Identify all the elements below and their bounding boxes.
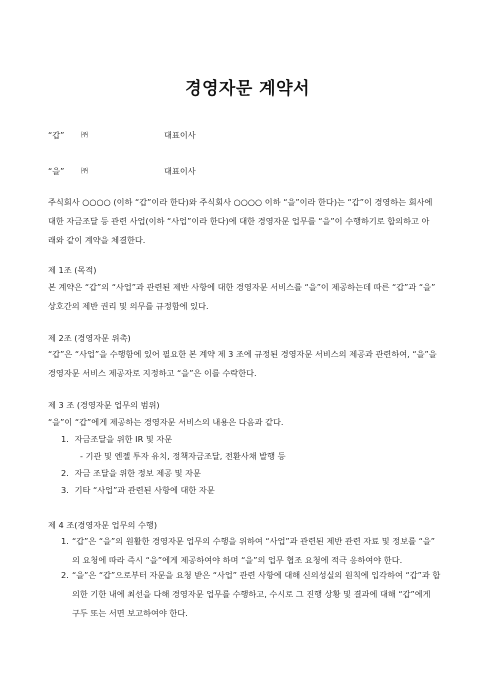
text-line: 본 계약은 “갑”의 “사업”과 관련된 제반 사항에 대한 경영자문 서비스를 “을”이 제공하는데 따른 “갑”과 “을” bbox=[48, 282, 436, 292]
text-line: 래와 같이 계약을 체결한다. bbox=[48, 235, 146, 245]
list-text: 자금 조달을 위한 정보 제공 및 자문 bbox=[74, 468, 201, 478]
article-2-heading: 제 2조 (경영자문 위촉) bbox=[48, 333, 131, 343]
text-line: “을”은 “갑”으로부터 자문을 요청 받은 “사업” 관련 사항에 대해 신의성실의 원칙에 입각하여 “갑”과 합 bbox=[72, 570, 441, 580]
article-3-lead: “을”이 “갑”에게 제공하는 경영자문 서비스의 내용은 다음과 같다. bbox=[48, 417, 284, 427]
text-line: 주식회사 ○○○○ (이하 “갑”이라 한다)와 주식회사 ○○○○ 이하 “을”이라 한다)는 “갑”이 경영하는 회사에 bbox=[48, 197, 433, 207]
article-3-heading: 제 3 조 (경영자문 업무의 범위) bbox=[48, 400, 160, 410]
list-number: 3. bbox=[61, 485, 69, 495]
list-number: 1. bbox=[61, 434, 69, 444]
text-line: 경영자문 서비스 제공자로 지정하고 “을”은 이를 수락한다. bbox=[48, 368, 257, 378]
text-line: 의 요청에 따라 즉시 “을”에게 제공하여야 하며 “을”의 업무 협조 요청에 적극 응하여야 한다. bbox=[72, 555, 403, 565]
article-1-body bbox=[48, 278, 453, 316]
list-number: 2. bbox=[61, 468, 69, 478]
text-line: 의한 기한 내에 최선을 다해 경영자문 업무를 수행하고, 수시로 그 진행 상황 및 결과에 대해 “갑”에게 bbox=[72, 589, 431, 599]
corporation-mark: ㈜ bbox=[81, 131, 88, 139]
list-text: 기타 “사업”과 관련된 사항에 대한 자문 bbox=[74, 485, 215, 495]
text-line: 상호간의 제반 권리 및 의무를 규정함에 있다. bbox=[48, 301, 209, 311]
party-label: “갑” bbox=[48, 130, 65, 140]
document-title: 경영자문 계약서 bbox=[185, 79, 310, 99]
text-line: “갑”은 “사업”을 수행함에 있어 필요한 본 계약 제 3 조에 규정된 경영자문 서비스의 제공과 관련하여, “을”을 bbox=[48, 349, 437, 359]
list-item bbox=[72, 532, 472, 570]
party-label: “을” bbox=[48, 166, 65, 176]
article-4-heading: 제 4 조(경영자문 업무의 수행) bbox=[48, 520, 158, 530]
list-item bbox=[61, 481, 215, 500]
article-2-body bbox=[48, 345, 453, 383]
text-line: 구두 또는 서면 보고하여야 한다. bbox=[72, 608, 188, 618]
list-item bbox=[72, 566, 472, 623]
representative-label: 대표이사 bbox=[164, 130, 196, 140]
representative-label: 대표이사 bbox=[164, 166, 196, 176]
text-line: “갑”은 “을”의 원활한 경영자문 업무의 수행을 위하여 “사업”과 관련된 제반 관련 자료 및 정보를 “을” bbox=[72, 536, 436, 546]
list-text: 자금조달을 위한 IR 및 자문 bbox=[74, 434, 173, 444]
list-number: 2. bbox=[61, 570, 69, 580]
list-number: 1. bbox=[61, 536, 69, 546]
sub-list-item: - 기관 및 엔젤 투자 유치, 정책자금조달, 전환사채 발행 등 bbox=[80, 451, 286, 461]
article-1-heading: 제 1조 (목적) bbox=[48, 265, 97, 275]
corporation-mark: ㈜ bbox=[81, 167, 88, 175]
intro-paragraph bbox=[48, 193, 453, 250]
text-line: 대한 자금조달 등 관련 사업(이하 “사업”이라 한다)에 대한 경영자문 업무를 “을”이 수행하기로 합의하고 아 bbox=[48, 216, 430, 226]
